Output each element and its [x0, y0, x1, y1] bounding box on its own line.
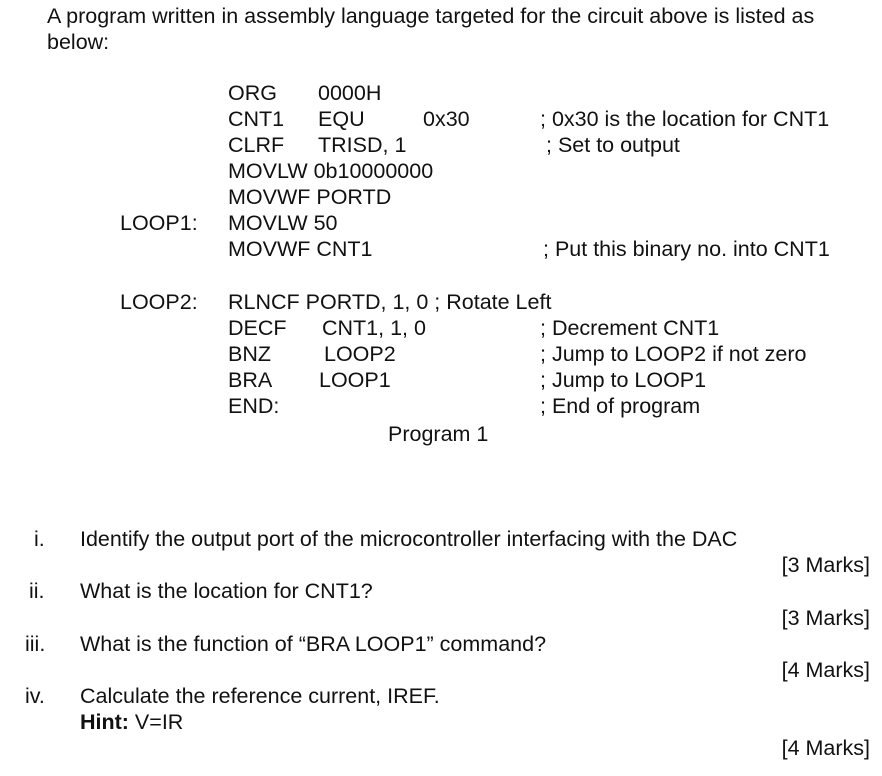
- hint-line: [80, 710, 183, 736]
- code-operand: LOOP2: [324, 342, 396, 366]
- hint-label: Hint:: [80, 710, 129, 734]
- code-comment: ; Put this binary no. into CNT1: [543, 237, 830, 261]
- code-operand: 0000H: [318, 81, 382, 105]
- code-mnemonic: CNT1: [228, 107, 285, 131]
- question-number: iv.: [25, 684, 45, 708]
- question-text: Calculate the reference current, IREF.: [80, 684, 440, 708]
- code-mnemonic: MOVWF PORTD: [228, 185, 392, 209]
- question-number: i.: [34, 527, 45, 551]
- code-operand: TRISD, 1: [318, 133, 407, 157]
- question-number: iii.: [25, 632, 46, 656]
- code-mnemonic: ORG: [228, 81, 277, 105]
- code-comment: ; Decrement CNT1: [540, 316, 720, 340]
- question-text: What is the location for CNT1?: [80, 579, 373, 603]
- hint-text: V=IR: [128, 710, 184, 734]
- code-mnemonic: END:: [228, 394, 280, 418]
- code-label: LOOP2:: [120, 290, 198, 314]
- code-comment: ; Jump to LOOP1: [540, 368, 707, 392]
- code-mnemonic: MOVLW 50: [228, 211, 338, 235]
- code-operand: CNT1, 1, 0: [322, 316, 426, 340]
- code-comment: ; Jump to LOOP2 if not zero: [540, 342, 807, 366]
- question-text: What is the function of “BRA LOOP1” command?: [80, 632, 547, 656]
- question-number: ii.: [29, 579, 45, 603]
- question-text: Identify the output port of the microcontroller interfacing with the DAC: [80, 527, 738, 551]
- intro-paragraph: A program written in assembly language targeted for the circuit above is listed as below:: [47, 4, 815, 54]
- code-mnemonic: MOVWF CNT1: [228, 237, 373, 261]
- code-operand: EQU: [318, 107, 365, 131]
- code-value: 0x30: [423, 107, 470, 131]
- code-mnemonic: CLRF: [228, 133, 285, 157]
- program-caption: Program 1: [388, 422, 489, 446]
- question-marks: [4 Marks]: [781, 736, 870, 760]
- code-mnemonic: RLNCF PORTD, 1, 0 ; Rotate Left: [228, 290, 552, 314]
- question-marks: [3 Marks]: [781, 606, 870, 630]
- question-marks: [4 Marks]: [781, 658, 870, 682]
- code-label: LOOP1:: [120, 211, 198, 235]
- code-mnemonic: DECF: [228, 316, 287, 340]
- code-mnemonic: MOVLW 0b10000000: [228, 159, 434, 183]
- code-mnemonic: BRA: [228, 368, 273, 392]
- code-comment: ; Set to output: [546, 133, 680, 157]
- code-comment: ; End of program: [540, 394, 701, 418]
- code-mnemonic: BNZ: [228, 342, 271, 366]
- code-operand: LOOP1: [319, 368, 391, 392]
- question-marks: [3 Marks]: [781, 553, 870, 577]
- code-comment: ; 0x30 is the location for CNT1: [540, 107, 830, 131]
